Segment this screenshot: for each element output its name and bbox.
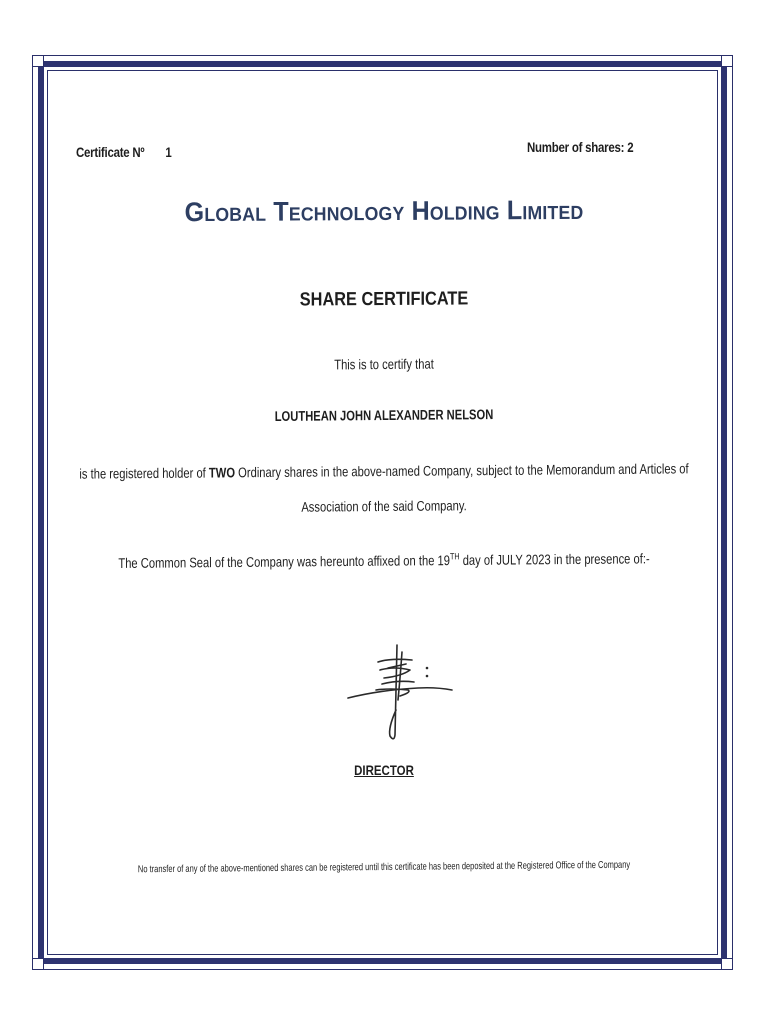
transfer-notice: No transfer of any of the above-mentioned shares can be registered until this certificate has been deposited at the Registered Office of the Company — [137, 859, 631, 876]
border-corner — [721, 958, 733, 970]
holder-text-pre: is the registered holder of — [79, 464, 209, 482]
director-signature — [340, 640, 470, 750]
certificate-number-label: Certificate Nº — [76, 144, 145, 160]
certify-line: This is to certify that — [334, 355, 434, 373]
shares-word: TWO — [208, 464, 236, 481]
seal-text-sup: TH — [449, 551, 460, 562]
border-corner — [32, 55, 44, 67]
holder-statement-line2: Association of the said Company. — [301, 497, 467, 515]
number-of-shares: Number of shares: 2 — [527, 139, 634, 155]
holder-name: LOUTHEAN JOHN ALEXANDER NELSON — [274, 406, 494, 424]
certificate-title: SHARE CERTIFICATE — [299, 288, 469, 311]
certificate-number-value: 1 — [165, 144, 172, 160]
company-name: Global Technology Holding Limited — [184, 194, 584, 228]
certificate-number — [76, 144, 172, 160]
border-corner — [32, 958, 44, 970]
seal-text-post: day of JULY 2023 in the presence of:- — [459, 550, 650, 568]
director-title: DIRECTOR — [354, 762, 414, 778]
seal-text-pre: The Common Seal of the Company was hereunto affixed on the 19 — [118, 552, 451, 571]
holder-text-post: Ordinary shares in the above-named Company, subject to the Memorandum and Articles of — [234, 460, 689, 481]
border-corner — [721, 55, 733, 67]
